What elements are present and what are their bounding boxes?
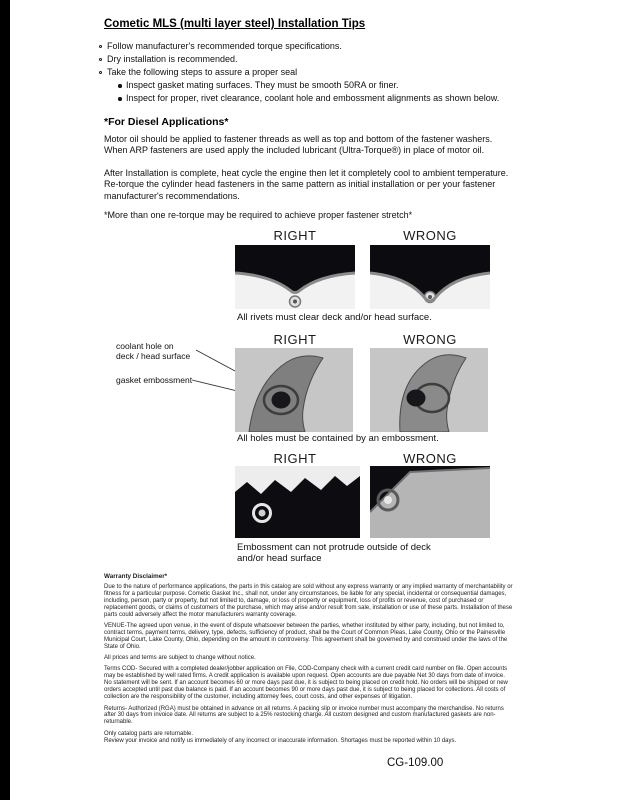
- legal-paragraph: Terms COD- Secured with a completed dealer/jobber application on File, COD-Company check with a current credit card number on file. Open accounts may be established by well rated firms. A credit application is available upon request. Open accounts are due payable Net 30 days from date of invoice. No statement will be sent. If an account becomes 60 or more days past due, it is subject to being placed on credit hold. No orders will be shipped or new orders accepted until past due balance is paid. If an account becomes 90 or more days past due, it is subject to being placed for collections. All costs of collection are the responsibility of the customer, including attorney fees, court costs, and other expenses of litigation.: [104, 666, 508, 701]
- tip-sub-item: [97, 92, 527, 105]
- legal-paragraph: Review your invoice and notify us immediately of any incorrect or inaccurate information. Shortages must be reported within 10 days.: [104, 738, 457, 745]
- figure-embossment-right: [235, 466, 360, 538]
- dot-bullet-icon: [118, 97, 122, 101]
- embossment-protruding-diagram-icon: [370, 466, 490, 538]
- legal-paragraph: Only catalog parts are returnable.: [104, 730, 194, 737]
- tip-item: [97, 66, 527, 79]
- rivet-clear-diagram-icon: [235, 245, 355, 309]
- row1-caption: All rivets must clear deck and/or head surface.: [237, 312, 432, 323]
- legal-paragraph: Due to the nature of performance applications, the parts in this catalog are sold without any express warranty or any implied warranty of merchantability or fitness for a particular purpose. Cometic Gasket Inc., shall not, under any circumstances, be liable for any special, incidental or consequential damages, including, person, party or property, but not limited to, damage, or loss of property or equipment, loss of profits or revenue, cost of purchased or replacement goods, or claims of customers of the purchase, which may arise and/or result from sale, installation or use of these parts. Installation of these parts could adversely affect the motor manufacturers warranty coverage.: [104, 583, 513, 618]
- scan-edge-strip: [0, 0, 10, 800]
- hole-not-contained-diagram-icon: [370, 348, 488, 432]
- tip-text: Inspect gasket mating surfaces. They must be smooth 50RA or finer.: [126, 80, 399, 90]
- wrong-label: WRONG: [403, 451, 457, 466]
- legal-paragraph: Returns- Authorized (RGA) must be obtained in advance on all returns. A packing slip or invoice number must accompany the merchandise. No returns after 30 days from invoice date. All returns are subject to a 25% restocking charge. All custom designed and custom manufactured gaskets are non-returnable.: [104, 705, 504, 726]
- legal-paragraph: VENUE-The agreed upon venue, in the event of dispute whatsoever between the parties, whether instituted by either party, including, but not limited to, contract terms, payment terms, delivery, type, defects, sufficiency of product, shall be the Court of Common Pleas, Lake County, Ohio or the Painesville Municipal Court, Lake County, Ohio, depending on the amount in controversy. This agreement shall be governed by and construed under the laws of the State of Ohio.: [104, 622, 508, 650]
- installation-tips-list: [97, 40, 527, 105]
- figure-embossment-wrong: [370, 466, 490, 538]
- row3-caption-line2: and/or head surface: [237, 553, 322, 564]
- gasket-embossment-label: gasket embossment: [116, 375, 193, 385]
- circle-bullet-icon: [99, 45, 102, 48]
- coolant-hole-label-line1: coolant hole on: [116, 341, 174, 351]
- figure-hole-right: [235, 348, 353, 432]
- figure-hole-wrong: [370, 348, 488, 432]
- right-label: RIGHT: [273, 451, 317, 466]
- figure-rivet-wrong: [370, 245, 490, 309]
- tip-text: Follow manufacturer's recommended torque specifications.: [107, 41, 342, 51]
- page-title: Cometic MLS (multi layer steel) Installation Tips: [104, 18, 366, 30]
- rivet-touching-diagram-icon: [370, 245, 490, 309]
- row3-caption-line1: Embossment can not protrude outside of deck: [237, 542, 431, 553]
- tip-text: Take the following steps to assure a proper seal: [107, 67, 298, 77]
- embossment-inside-diagram-icon: [235, 466, 360, 538]
- coolant-hole-label-line2: deck / head surface: [116, 351, 191, 361]
- dot-bullet-icon: [118, 84, 122, 88]
- warranty-disclaimer-heading: Warranty Disclaimer*: [104, 573, 168, 580]
- diesel-paragraph-2: After Installation is complete, heat cycle the engine then let it completely cool to ambient temperature. Re-torque the cylinder head fasteners in the same pattern as initial installation or per your fastener manufacturer's recommendations.: [104, 168, 509, 201]
- diesel-paragraph-1: Motor oil should be applied to fastener threads as well as top and bottom of the fastener washers. When ARP fasteners are used apply the included lubricant (Ultra-Torque®) in place of motor oil.: [104, 134, 493, 156]
- tip-item: [97, 40, 527, 53]
- right-label: RIGHT: [273, 332, 317, 347]
- page-code: CG-109.00: [387, 757, 444, 769]
- right-label: RIGHT: [273, 228, 317, 243]
- circle-bullet-icon: [99, 71, 102, 74]
- tip-item: [97, 53, 527, 66]
- hole-contained-diagram-icon: [235, 348, 353, 432]
- wrong-label: WRONG: [403, 228, 457, 243]
- figure-rivet-right: [235, 245, 355, 309]
- diesel-heading: *For Diesel Applications*: [104, 116, 229, 128]
- wrong-label: WRONG: [403, 332, 457, 347]
- legal-section: [104, 574, 513, 750]
- row3-caption: [237, 542, 467, 564]
- circle-bullet-icon: [99, 58, 102, 61]
- legal-paragraph: All prices and terms are subject to change without notice.: [104, 655, 256, 662]
- retorque-note: *More than one re-torque may be required to achieve proper fastener stretch*: [104, 210, 413, 220]
- tip-sub-item: [97, 79, 527, 92]
- row2-caption: All holes must be contained by an embossment.: [237, 433, 439, 444]
- tip-text: Inspect for proper, rivet clearance, coolant hole and embossment alignments as shown below.: [126, 93, 500, 103]
- tip-text: Dry installation is recommended.: [107, 54, 238, 64]
